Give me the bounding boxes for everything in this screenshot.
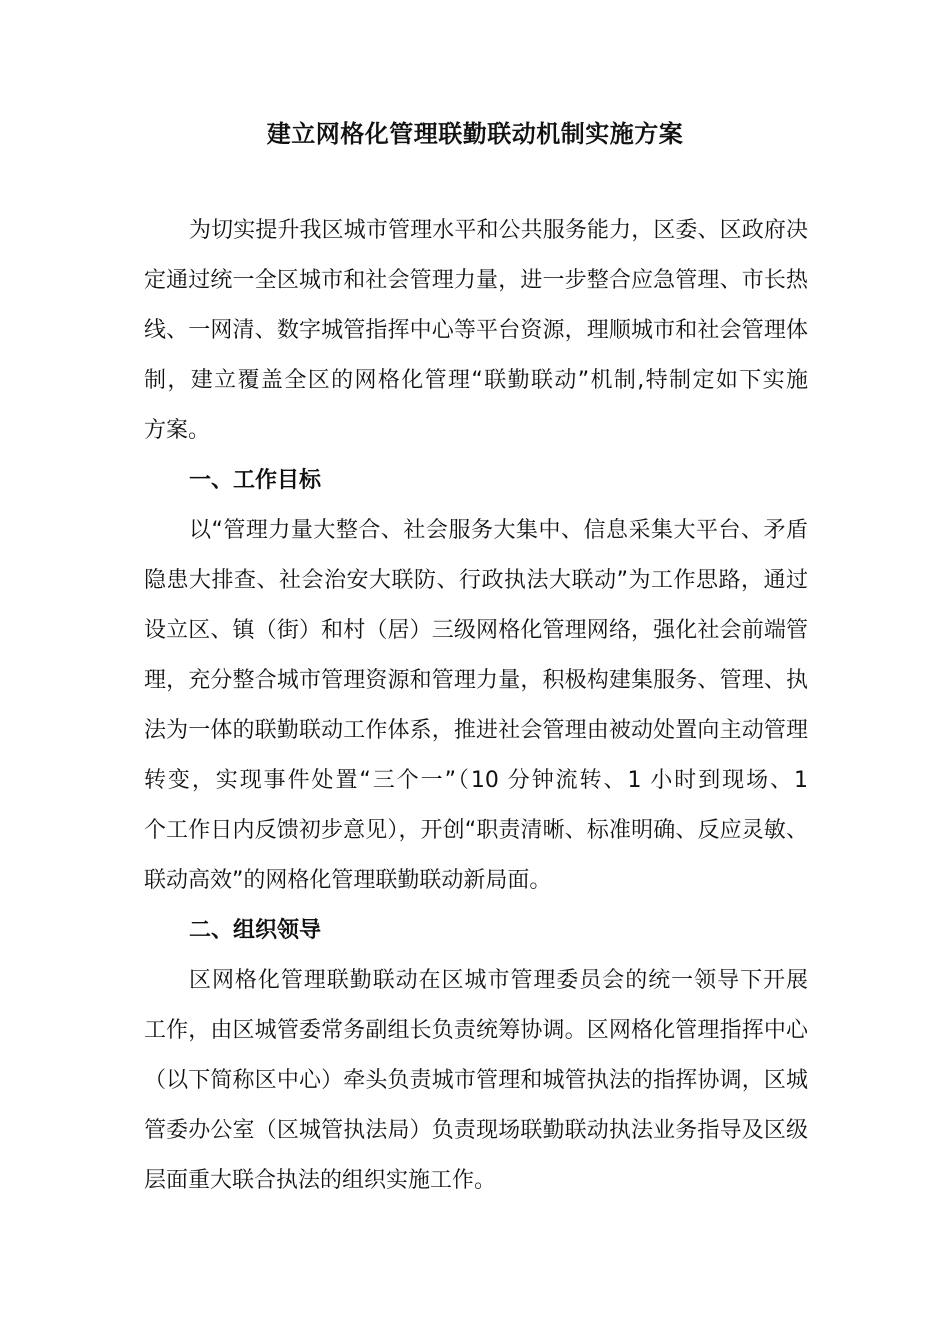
paragraph-line: 层面重大联合执法的组织实施工作。 <box>144 1168 497 1193</box>
intro-line: 方案。 <box>144 418 211 443</box>
paragraph-line: 个工作日内反馈初步意见），开创“职责清晰、标准明确、反应灵敏、 <box>144 818 808 843</box>
paragraph-line: 工作，由区城管委常务副组长负责统筹协调。区网格化管理指挥中心 <box>144 1018 808 1043</box>
paragraph-line: 联动高效”的网格化管理联勤联动新局面。 <box>144 868 552 893</box>
document-title: 建立网格化管理联勤联动机制实施方案 <box>266 120 684 148</box>
paragraph-line: 管委办公室（区城管执法局）负责现场联勤联动执法业务指导及区级 <box>144 1118 808 1143</box>
section-heading: 二、组织领导 <box>189 918 322 943</box>
intro-line: 定通过统一全区城市和社会管理力量，进一步整合应急管理、市长热 <box>144 268 808 293</box>
paragraph-line: 转变，实现事件处置“三个一”（10 分钟流转、1 小时到现场、1 <box>144 768 808 793</box>
paragraph-line: 以“管理力量大整合、社会服务大集中、信息采集大平台、矛盾 <box>189 518 808 543</box>
paragraph-line: 设立区、镇（街）和村（居）三级网格化管理网络，强化社会前端管 <box>144 618 808 643</box>
intro-line: 制，建立覆盖全区的网格化管理“联勤联动”机制,特制定如下实施 <box>144 368 808 393</box>
section-heading: 一、工作目标 <box>189 468 322 493</box>
paragraph-line: 法为一体的联勤联动工作体系，推进社会管理由被动处置向主动管理 <box>144 718 808 743</box>
paragraph-line: 理，充分整合城市管理资源和管理力量，积极构建集服务、管理、执 <box>144 668 808 693</box>
paragraph-line: 隐患大排查、社会治安大联防、行政执法大联动”为工作思路，通过 <box>144 568 808 593</box>
intro-line: 为切实提升我区城市管理水平和公共服务能力，区委、区政府决 <box>189 218 808 243</box>
paragraph-line: （以下简称区中心）牵头负责城市管理和城管执法的指挥协调，区城 <box>144 1068 808 1093</box>
intro-line: 线、一网清、数字城管指挥中心等平台资源，理顺城市和社会管理体 <box>144 318 808 343</box>
paragraph-line: 区网格化管理联勤联动在区城市管理委员会的统一领导下开展 <box>189 968 808 993</box>
